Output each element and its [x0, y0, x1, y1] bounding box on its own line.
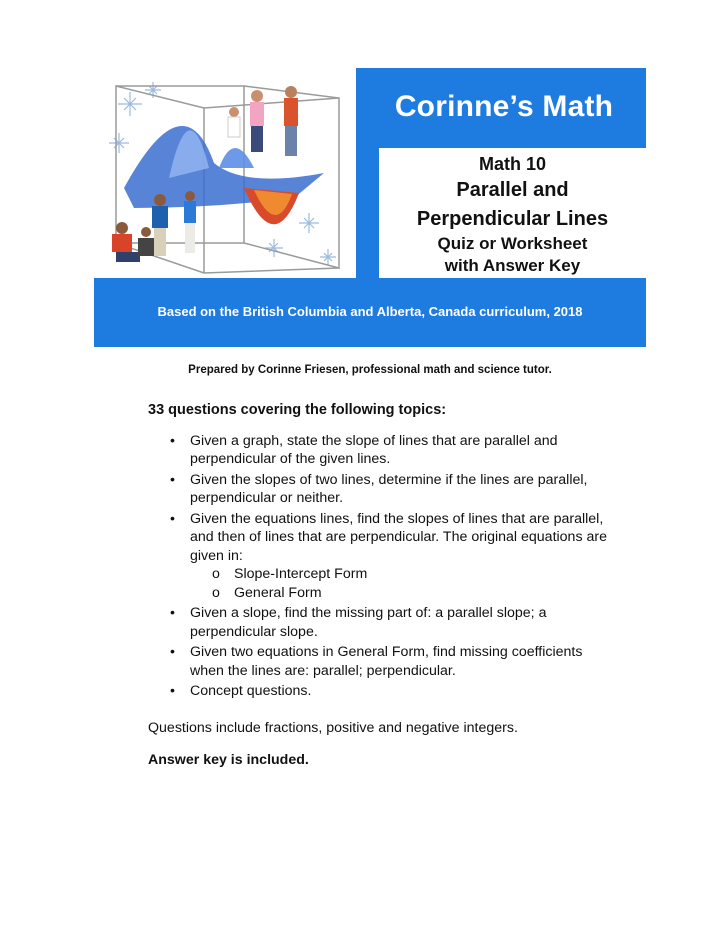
list-item	[148, 682, 618, 701]
title-line-1: Parallel and	[456, 179, 569, 201]
list-item	[190, 584, 618, 603]
list-item	[148, 432, 618, 469]
topic-text: Given the equations lines, find the slopes of lines that are parallel, and then of lines that are perpendicular. The original equations are given in:	[190, 510, 607, 564]
math-illustration-image	[94, 68, 356, 278]
bullet-icon: •	[170, 605, 175, 621]
title-line-2: Perpendicular Lines	[416, 208, 609, 230]
topic-text: Given a slope, find the missing part of: a parallel slope; a perpendicular slope.	[190, 605, 547, 640]
topics-list	[148, 432, 618, 701]
topic-text: Given two equations in General Form, find missing coefficients when the lines are: parallel; perpendicular.	[190, 644, 583, 679]
cover-banner	[94, 68, 646, 347]
content-section	[148, 401, 618, 770]
topic-text: Concept questions.	[190, 683, 312, 699]
subtitle-line-1: Quiz or Worksheet	[437, 234, 588, 253]
topics-heading: 33 questions covering the following topics:	[148, 402, 447, 418]
bullet-icon: •	[170, 471, 175, 488]
question-types-note: Questions include fractions, positive and negative integers.	[148, 719, 518, 736]
topic-text: Given a graph, state the slope of lines that are parallel and perpendicular of the given lines.	[190, 432, 558, 467]
brand-title: Corinne’s Math	[394, 90, 614, 123]
list-item	[190, 565, 618, 584]
math-students-graphic	[94, 68, 356, 278]
subtopic-text: General Form	[234, 584, 322, 601]
topic-text: Given the slopes of two lines, determine if the lines are parallel, perpendicular or neither.	[190, 471, 588, 506]
subtitle-line-2: with Answer Key	[444, 256, 581, 275]
list-item	[148, 604, 618, 641]
subtopic-text: Slope-Intercept Form	[234, 566, 368, 582]
list-item	[148, 510, 618, 603]
answer-key-note: Answer key is included.	[148, 752, 309, 768]
curriculum-note: Based on the British Columbia and Alberta, Canada curriculum, 2018	[157, 304, 583, 319]
list-item	[148, 643, 618, 680]
circle-bullet-icon: o	[212, 566, 220, 582]
circle-bullet-icon: o	[212, 584, 220, 601]
bullet-icon: •	[170, 432, 175, 449]
equation-forms-list	[190, 565, 618, 602]
bullet-icon: •	[170, 683, 175, 699]
bullet-icon: •	[170, 644, 175, 660]
prepared-by: Prepared by Corinne Friesen, professional math and science tutor.	[188, 364, 552, 376]
list-item	[148, 471, 618, 508]
bullet-icon: •	[170, 510, 175, 527]
title-box	[379, 148, 646, 278]
course-label: Math 10	[478, 154, 547, 174]
